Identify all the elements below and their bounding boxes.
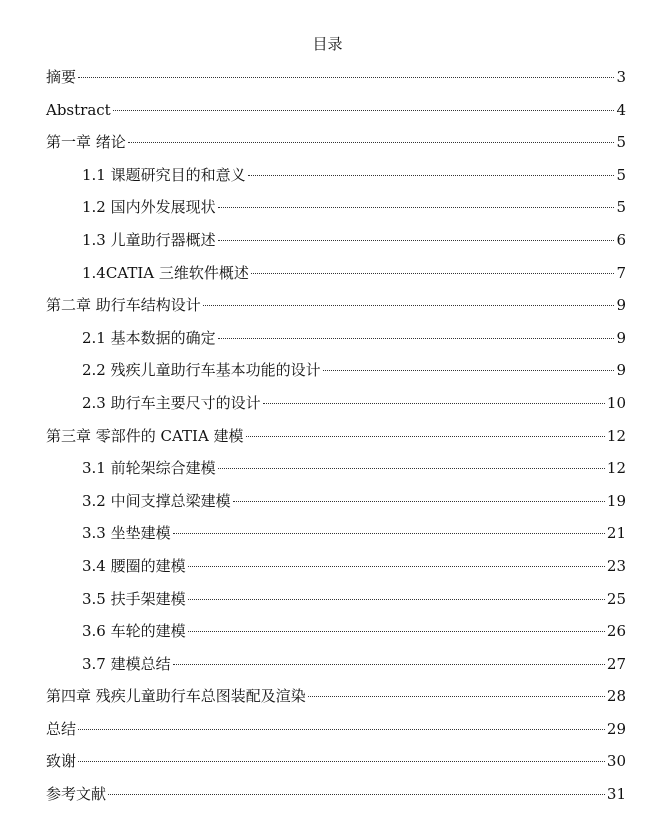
dot-leader [173, 664, 605, 665]
toc-entry-label: 1.3 儿童助行器概述 [82, 230, 216, 249]
toc-entry-page: 5 [616, 165, 626, 184]
dot-leader [78, 77, 614, 78]
dot-leader [218, 468, 605, 469]
dot-leader [218, 338, 615, 339]
toc-entry-conclusion[interactable] [46, 718, 626, 751]
toc-entry-page: 30 [606, 752, 626, 771]
toc-entry-page: 10 [606, 393, 626, 412]
toc-entry-page: 4 [616, 100, 626, 119]
toc-entry-page: 9 [616, 328, 626, 347]
toc-entry-abstract-cn[interactable] [46, 66, 626, 99]
toc-entry-label: 3.2 中间支撑总梁建模 [82, 491, 231, 510]
dot-leader [248, 175, 615, 176]
toc-entry-label: 2.3 助行车主要尺寸的设计 [82, 393, 261, 412]
toc-entry-label: 3.7 建模总结 [82, 654, 171, 673]
toc-entry-chapter-3[interactable] [46, 425, 626, 458]
toc-entry-page: 27 [606, 654, 626, 673]
toc-entry-label: 3.5 扶手架建模 [82, 589, 186, 608]
dot-leader [78, 729, 605, 730]
toc-entry-label: 参考文献 [46, 785, 107, 804]
dot-leader [218, 240, 615, 241]
toc-entry-page: 31 [606, 785, 626, 804]
toc-entry-label: Abstract [46, 100, 111, 119]
toc-entry-page: 19 [606, 491, 626, 510]
toc-entry-page: 23 [606, 556, 626, 575]
dot-leader [128, 142, 615, 143]
toc-entry-label: 第一章 绪论 [46, 133, 126, 152]
toc-entry-page: 6 [616, 230, 626, 249]
toc-entry-label: 2.1 基本数据的确定 [82, 328, 216, 347]
toc-entry-section-3-6[interactable] [46, 620, 626, 653]
toc-entry-section-2-1[interactable] [46, 327, 626, 360]
dot-leader [233, 501, 605, 502]
toc-entry-section-3-3[interactable] [46, 522, 626, 555]
dot-leader [251, 273, 615, 274]
toc-entry-page: 3 [616, 68, 626, 86]
dot-leader [78, 761, 605, 762]
toc-entry-section-2-2[interactable] [46, 359, 626, 392]
toc-entry-section-3-7[interactable] [46, 653, 626, 686]
toc-entry-label: 总结 [46, 719, 77, 738]
dot-leader [173, 533, 605, 534]
toc-entry-section-1-4[interactable] [46, 262, 626, 295]
dot-leader [308, 696, 605, 697]
dot-leader [263, 403, 605, 404]
dot-leader [246, 436, 605, 437]
toc-entry-page: 12 [606, 426, 626, 445]
toc-entry-section-3-5[interactable] [46, 588, 626, 621]
toc-entry-label: 3.3 坐垫建模 [82, 524, 171, 543]
toc-entry-section-1-2[interactable] [46, 196, 626, 229]
toc-entry-acknowledgements[interactable] [46, 750, 626, 783]
toc-entry-label: 第四章 残疾儿童助行车总图装配及渲染 [46, 687, 306, 706]
toc-entry-references[interactable] [46, 783, 626, 816]
toc-entry-chapter-2[interactable] [46, 294, 626, 327]
toc-entry-section-2-3[interactable] [46, 392, 626, 425]
toc-entry-page: 26 [606, 622, 626, 641]
toc-entry-label: 2.2 残疾儿童助行车基本功能的设计 [82, 361, 321, 380]
toc-entry-page: 9 [616, 361, 626, 380]
toc-entry-section-3-2[interactable] [46, 490, 626, 523]
toc-entry-label: 1.2 国内外发展现状 [82, 198, 216, 217]
toc-entry-chapter-4[interactable] [46, 685, 626, 718]
dot-leader [323, 370, 615, 371]
toc-entry-section-3-1[interactable] [46, 457, 626, 490]
dot-leader [188, 599, 605, 600]
toc-entry-label: 3.1 前轮架综合建模 [82, 459, 216, 478]
toc-entry-section-1-3[interactable] [46, 229, 626, 262]
dot-leader [188, 631, 605, 632]
dot-leader [203, 305, 615, 306]
table-of-contents [46, 66, 626, 816]
toc-entry-label: 3.4 腰圈的建模 [82, 556, 186, 575]
toc-entry-chapter-1[interactable] [46, 131, 626, 164]
toc-entry-page: 12 [606, 459, 626, 478]
toc-entry-label: 第二章 助行车结构设计 [46, 296, 201, 315]
toc-entry-page: 5 [616, 133, 626, 152]
toc-entry-section-1-1[interactable] [46, 164, 626, 197]
toc-entry-page: 21 [606, 524, 626, 543]
dot-leader [188, 566, 605, 567]
toc-entry-page: 28 [606, 687, 626, 706]
toc-entry-page: 25 [606, 589, 626, 608]
dot-leader [218, 207, 615, 208]
toc-entry-label: 第三章 零部件的 CATIA 建模 [46, 426, 244, 445]
toc-entry-page: 5 [616, 198, 626, 217]
toc-entry-abstract-en[interactable] [46, 99, 626, 132]
toc-entry-page: 9 [616, 296, 626, 315]
toc-title: 目录 [312, 35, 343, 53]
dot-leader [113, 110, 615, 111]
toc-entry-page: 7 [616, 263, 626, 282]
dot-leader [108, 794, 605, 795]
toc-entry-label: 3.6 车轮的建模 [82, 622, 186, 641]
toc-entry-page: 29 [606, 719, 626, 738]
toc-entry-label: 摘要 [46, 68, 77, 86]
toc-entry-section-3-4[interactable] [46, 555, 626, 588]
toc-entry-label: 1.4CATIA 三维软件概述 [82, 263, 249, 282]
toc-entry-label: 致谢 [46, 752, 77, 771]
toc-entry-label: 1.1 课题研究目的和意义 [82, 165, 246, 184]
